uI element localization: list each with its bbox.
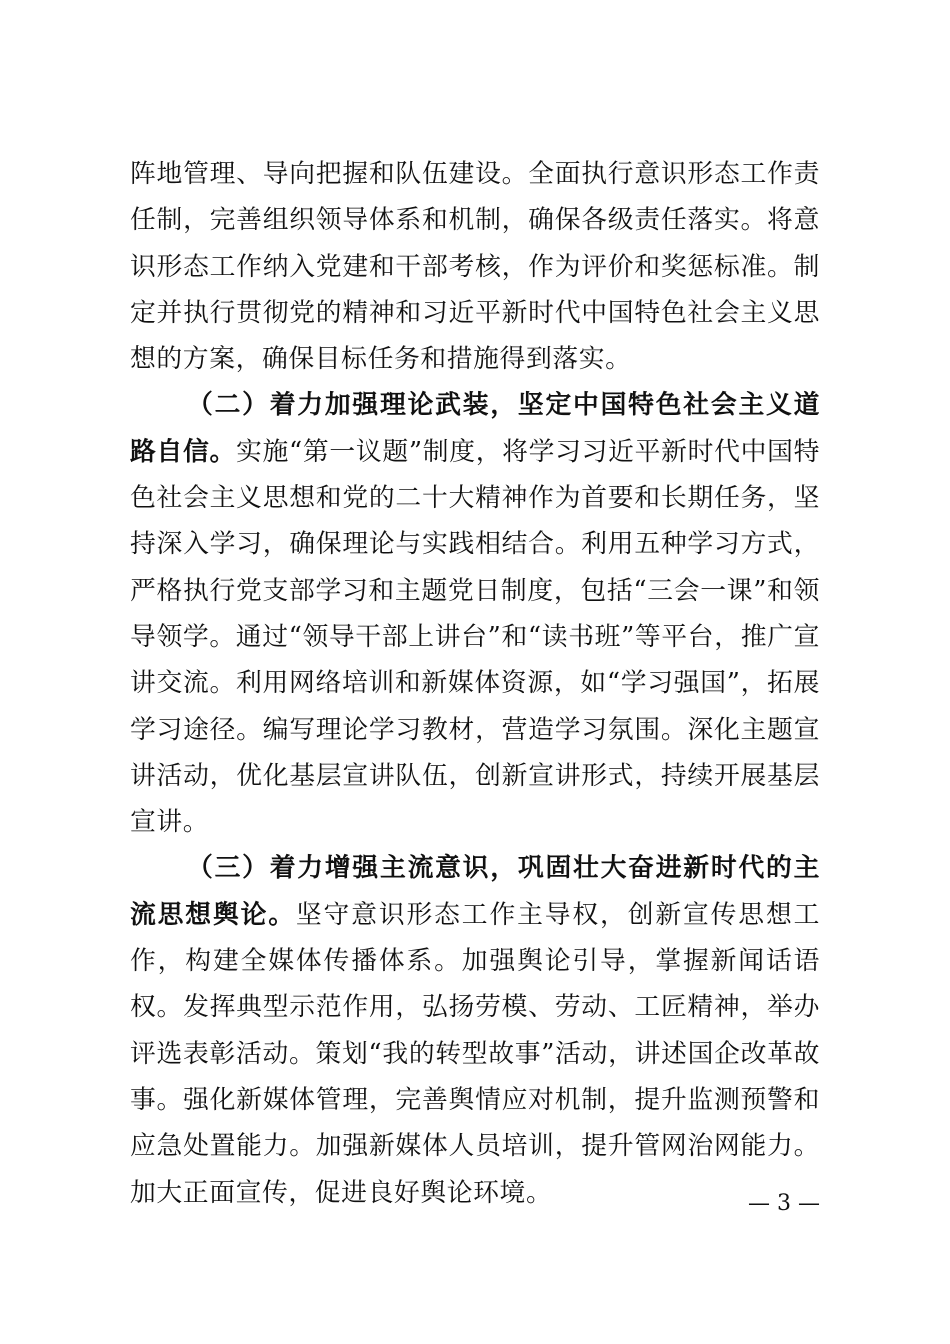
section-two-heading: （二）着力加强理论武装，坚定中国特色社会主义道路自信。 xyxy=(130,390,820,467)
section-three-body: 坚守意识形态工作主导权，创新宣传思想工作，构建全媒体传播体系。加强舆论引导，掌握新闻话语权。发挥典型示范作用，弘扬劳模、劳动、工匠精神，举办评选表彰活动。策划“我的转型故事”活动，讲述国企改革故事。强化新媒体管理，完善舆情应对机制，提升监测预警和应急处置能力。加强新媒体人员培训，提升管网治网能力。加大正面宣传，促进良好舆论环境。 xyxy=(130,899,820,1208)
section-three-heading: （三）着力增强主流意识，巩固壮大奋进新时代的主流思想舆论。 xyxy=(130,853,820,930)
section-three-paragraph xyxy=(130,845,820,1215)
paragraph-continuation xyxy=(130,151,820,382)
body-text xyxy=(130,151,820,1216)
section-two-body: 实施“第一议题”制度，将学习习近平新时代中国特色社会主义思想和党的二十大精神作为首要和长期任务，坚持深入学习，确保理论与实践相结合。利用五种学习方式，严格执行党支部学习和主题党日制度，包括“三会一课”和领导领学。通过“领导干部上讲台”和“读书班”等平台，推广宣讲交流。利用网络培训和新媒体资源，如“学习强国”，拓展学习途径。编写理论学习教材，营造学习氛围。深化主题宣讲活动，优化基层宣讲队伍，创新宣讲形式，持续开展基层宣讲。 xyxy=(130,436,820,838)
page-number: — 3 — xyxy=(748,1191,820,1216)
paragraph-1-body: 阵地管理、导向把握和队伍建设。全面执行意识形态工作责任制，完善组织领导体系和机制，确保各级责任落实。将意识形态工作纳入党建和干部考核，作为评价和奖惩标准。制定并执行贯彻党的精神和习近平新时代中国特色社会主义思想的方案，确保目标任务和措施得到落实。 xyxy=(130,159,820,375)
section-two-paragraph xyxy=(130,382,820,845)
